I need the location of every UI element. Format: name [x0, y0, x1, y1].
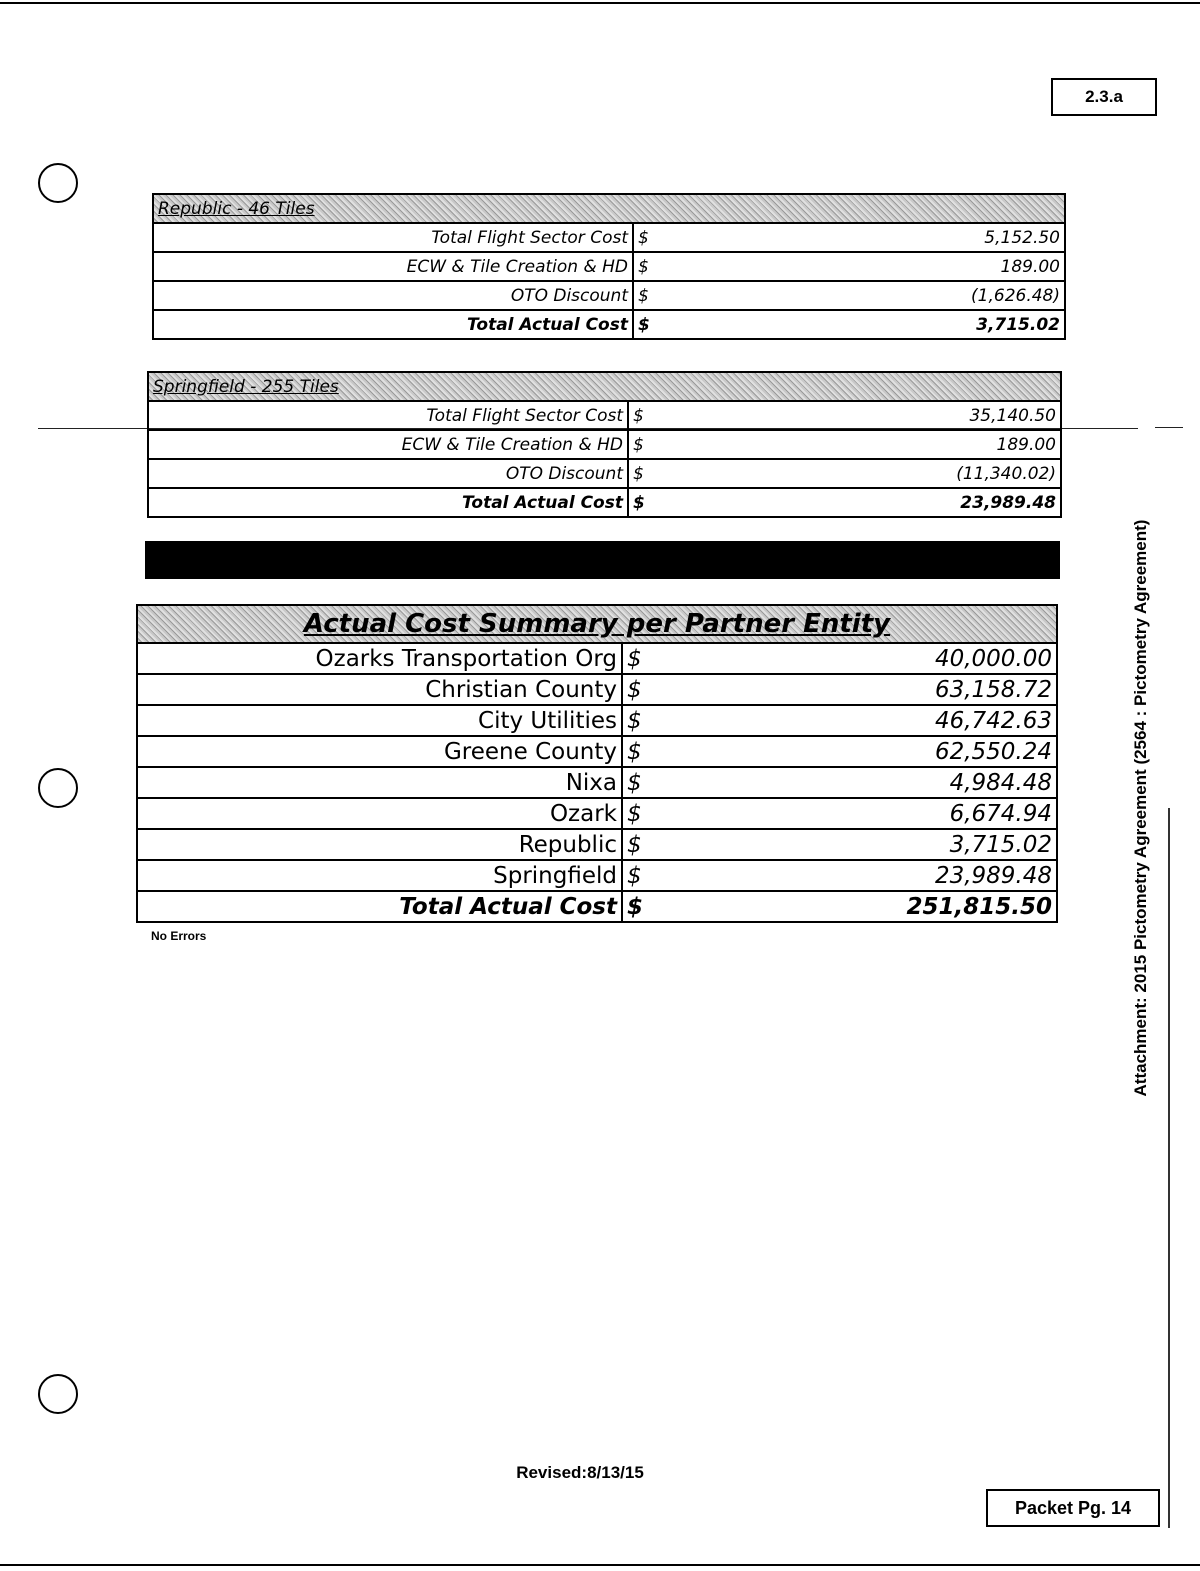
- margin-rule: [1168, 808, 1170, 1528]
- row-label: ECW & Tile Creation & HD: [153, 252, 633, 281]
- row-currency: $: [622, 891, 653, 922]
- republic-header: Republic - 46 Tiles: [153, 194, 1065, 223]
- table-row: [153, 223, 1065, 252]
- table-row: [137, 860, 1057, 891]
- row-currency: $: [622, 798, 653, 829]
- row-label: Total Actual Cost: [148, 488, 628, 517]
- row-amount: 4,984.48: [653, 767, 1057, 798]
- top-rule: [0, 2, 1200, 4]
- row-label: Springfield: [137, 860, 622, 891]
- row-label: OTO Discount: [148, 459, 628, 488]
- summary-header: Actual Cost Summary per Partner Entity: [137, 605, 1057, 643]
- row-amount: 23,989.48: [653, 860, 1057, 891]
- row-label: Total Flight Sector Cost: [148, 401, 628, 430]
- row-amount: 62,550.24: [653, 736, 1057, 767]
- row-currency: $: [628, 430, 657, 459]
- row-label: Total Flight Sector Cost: [153, 223, 633, 252]
- table-row: [153, 281, 1065, 310]
- punch-hole-bottom: [38, 1374, 78, 1414]
- table-row: [137, 643, 1057, 674]
- table-row: [153, 252, 1065, 281]
- table-row: [137, 829, 1057, 860]
- row-amount: 251,815.50: [653, 891, 1057, 922]
- revised-date: Revised:8/13/15: [516, 1463, 644, 1482]
- row-currency: $: [622, 736, 653, 767]
- row-currency: $: [622, 674, 653, 705]
- table-row: [137, 736, 1057, 767]
- row-currency: $: [628, 401, 657, 430]
- row-amount: 23,989.48: [657, 488, 1061, 517]
- redaction-bar: [145, 541, 1060, 579]
- scan-line-right: [1155, 427, 1183, 428]
- row-amount: 63,158.72: [653, 674, 1057, 705]
- row-label: Nixa: [137, 767, 622, 798]
- row-label: Ozarks Transportation Org: [137, 643, 622, 674]
- row-label: Ozark: [137, 798, 622, 829]
- row-currency: $: [633, 252, 662, 281]
- row-currency: $: [628, 488, 657, 517]
- row-currency: $: [622, 860, 653, 891]
- summary-table: [136, 604, 1058, 923]
- row-amount: 189.00: [662, 252, 1065, 281]
- table-row: [148, 459, 1061, 488]
- row-amount: 6,674.94: [653, 798, 1057, 829]
- row-label: Total Actual Cost: [153, 310, 633, 339]
- row-label: OTO Discount: [153, 281, 633, 310]
- table-row: [148, 430, 1061, 459]
- springfield-table: [147, 371, 1062, 518]
- row-currency: $: [628, 459, 657, 488]
- table-row: [148, 401, 1061, 430]
- bottom-rule: [0, 1564, 1200, 1566]
- row-currency: $: [622, 643, 653, 674]
- total-row: [137, 891, 1057, 922]
- row-amount: (1,626.48): [662, 281, 1065, 310]
- row-label: Total Actual Cost: [137, 891, 622, 922]
- row-currency: $: [633, 281, 662, 310]
- page-tag: 2.3.a: [1051, 78, 1157, 116]
- table-row: [137, 705, 1057, 736]
- row-label: Republic: [137, 829, 622, 860]
- table-row: [137, 674, 1057, 705]
- row-currency: $: [622, 705, 653, 736]
- row-amount: 40,000.00: [653, 643, 1057, 674]
- row-label: Christian County: [137, 674, 622, 705]
- row-amount: 3,715.02: [662, 310, 1065, 339]
- row-amount: 46,742.63: [653, 705, 1057, 736]
- row-label: City Utilities: [137, 705, 622, 736]
- no-errors-note: No Errors: [151, 929, 207, 943]
- row-amount: 189.00: [657, 430, 1061, 459]
- punch-hole-top: [38, 163, 78, 203]
- row-label: ECW & Tile Creation & HD: [148, 430, 628, 459]
- table-row: [137, 767, 1057, 798]
- row-currency: $: [622, 829, 653, 860]
- row-amount: 3,715.02: [653, 829, 1057, 860]
- row-currency: $: [633, 223, 662, 252]
- row-amount: 35,140.50: [657, 401, 1061, 430]
- attachment-text: Attachment: 2015 Pictometry Agreement (2564 : Pictometry Agreement): [1131, 519, 1150, 1097]
- springfield-header: Springfield - 255 Tiles: [148, 372, 1061, 401]
- row-amount: (11,340.02): [657, 459, 1061, 488]
- row-label: Greene County: [137, 736, 622, 767]
- total-row: [153, 310, 1065, 339]
- packet-page-label: Packet Pg. 14: [986, 1489, 1160, 1527]
- punch-hole-middle: [38, 768, 78, 808]
- total-row: [148, 488, 1061, 517]
- row-currency: $: [622, 767, 653, 798]
- table-row: [137, 798, 1057, 829]
- row-amount: 5,152.50: [662, 223, 1065, 252]
- row-currency: $: [633, 310, 662, 339]
- republic-table: [152, 193, 1066, 340]
